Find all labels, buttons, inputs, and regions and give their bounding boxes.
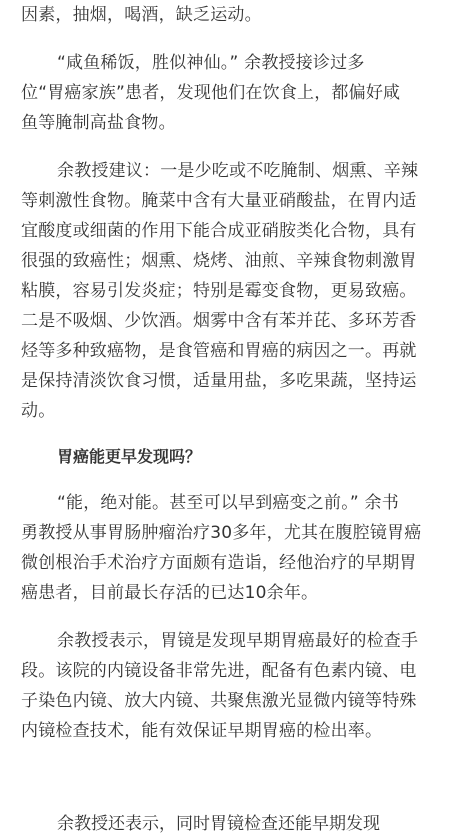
text-line: 烃等多种致癌物，是食管癌和胃癌的病因之一。再就 (21, 341, 417, 361)
text-line: 等刺激性食物。腌菜中含有大量亚硝酸盐，在胃内适 (21, 191, 417, 211)
text-line: 是保持清淡饮食习惯，适量用盐，多吃果蔬，坚持运 (21, 371, 417, 391)
paragraph-2 (21, 48, 449, 138)
paragraph-1 (21, 0, 449, 30)
text-line: 勇教授从事胃肠肿瘤治疗30多年，尤其在腹腔镜胃癌 (21, 523, 422, 543)
text-line: 鱼等腌制高盐食物。 (21, 113, 176, 133)
text-line: 段。该院的内镜设备非常先进，配备有色素内镜、电 (21, 661, 417, 681)
text-line: 宜酸度或细菌的作用下能合成亚硝胺类化合物，具有 (21, 221, 417, 241)
article-body (21, 0, 449, 746)
text-line: 余教授建议：一是少吃或不吃腌制、烟熏、辛辣 (57, 161, 419, 181)
section-heading: 胃癌能更早发现吗？ (57, 447, 202, 466)
text-line: 内镜检查技术，能有效保证早期胃癌的检出率。 (21, 721, 383, 741)
cutoff-text-line (0, 814, 463, 837)
text-line: 粘膜，容易引发炎症；特别是霉变食物，更易致癌。 (21, 281, 417, 301)
text-line: 余教授还表示，同时胃镜检查还能早期发现 (57, 814, 380, 834)
paragraph-4 (21, 488, 449, 608)
text-line: 余教授表示，胃镜是发现早期胃癌最好的检查手 (57, 631, 419, 651)
paragraph-5 (21, 626, 449, 746)
text-line: 因素，抽烟，喝酒，缺乏运动。 (21, 5, 262, 25)
text-line: 很强的致癌性；烟熏、烧烤、油煎、辛辣食物刺激胃 (21, 251, 417, 271)
text-line: 位“胃癌家族”患者，发现他们在饮食上，都偏好咸 (21, 83, 401, 103)
paragraph-3 (21, 156, 449, 426)
text-line: “能，绝对能。甚至可以早到癌变之前。” 余书 (57, 493, 399, 513)
text-line: 二是不吸烟、少饮酒。烟雾中含有苯并芘、多环芳香 (21, 311, 417, 331)
text-line: “咸鱼稀饭，胜似神仙。” 余教授接诊过多 (57, 53, 365, 73)
text-line: 微创根治手术治疗方面颇有造诣，经他治疗的早期胃 (21, 553, 417, 573)
text-line: 动。 (21, 401, 56, 421)
text-line: 子染色内镜、放大内镜、共聚焦激光显微内镜等特殊 (21, 691, 417, 711)
text-line: 癌患者，目前最长存活的已达10余年。 (21, 583, 319, 603)
